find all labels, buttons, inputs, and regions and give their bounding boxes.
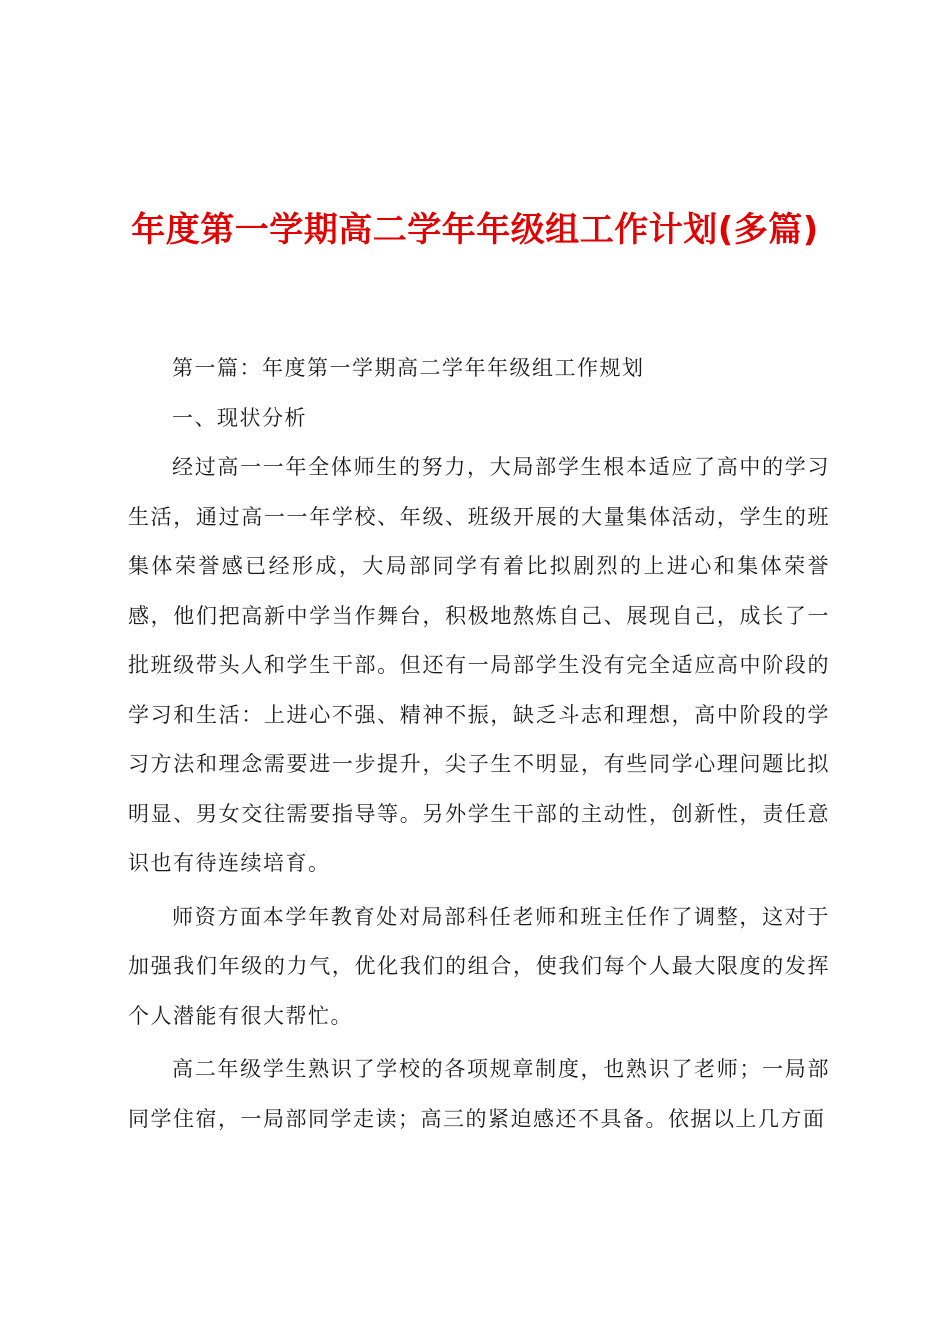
subsection-heading: 一、现状分析	[172, 405, 307, 430]
paragraph: 师资方面本学年教育处对局部科任老师和班主任作了调整，这对于加强我们年级的力气，优化我们的组合，使我们每个人最大限度的发挥个人潜能有很大帮忙。	[128, 904, 830, 1028]
paragraph: 经过高一一年全体师生的努力，大局部学生根本适应了高中的学习生活，通过高一一年学校、年级、班级开展的大量集体活动，学生的班集体荣誉感已经形成，大局部同学有着比拟剧烈的上进心和集体荣誉感，他们把高新中学当作舞台，积极地熬炼自己、展现自己，成长了一批班级带头人和学生干部。但还有一局部学生没有完全适应高中阶段的学习和生活：上进心不强、精神不振，缺乏斗志和理想，高中阶段的学习方法和理念需要进一步提升，尖子生不明显，有些同学心理问题比拟明显、男女交往需要指导等。另外学生干部的主动性，创新性，责任意识也有待连续培育。	[128, 455, 830, 875]
section-heading: 第一篇：年度第一学期高二学年年级组工作规划	[172, 356, 645, 380]
document-title: 年度第一学期高二学年年级组工作计划(多篇)	[131, 210, 819, 250]
document-body	[128, 344, 830, 1144]
paragraph: 高二年级学生熟识了学校的各项规章制度，也熟识了老师；一局部同学住宿，一局部同学走读；高三的紧迫感还不具备。依据以上几方面	[128, 1057, 830, 1131]
